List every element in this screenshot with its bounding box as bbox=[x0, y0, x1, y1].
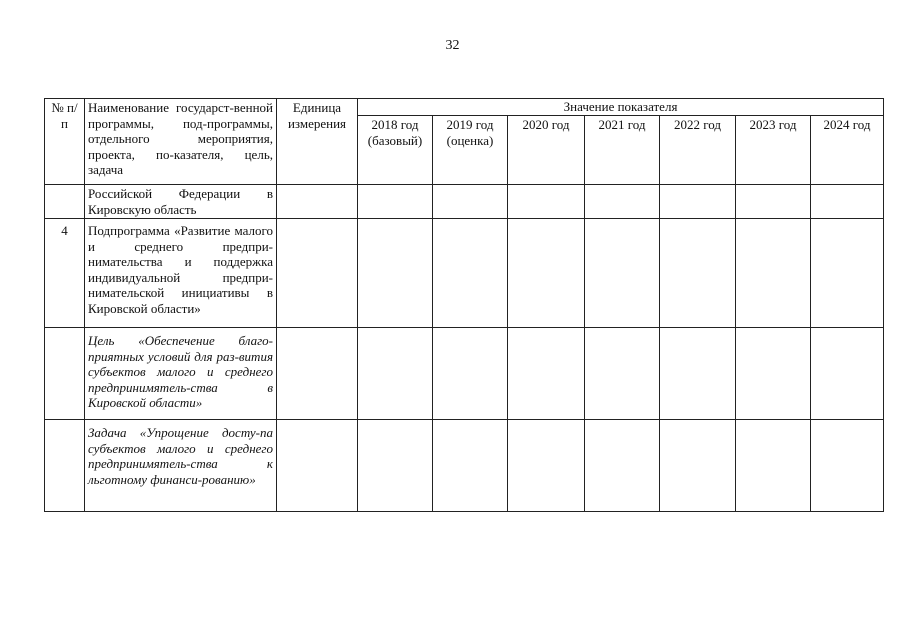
row-value bbox=[508, 185, 585, 219]
row-value bbox=[660, 185, 736, 219]
row-value bbox=[811, 328, 884, 420]
header-year-2022: 2022 год bbox=[660, 116, 736, 185]
header-unit: Единица измерения bbox=[277, 99, 358, 185]
row-name: Цель «Обеспечение благо-приятных условий для раз-вития субъектов малого и среднего предпринимятель-ства в Кировской области» bbox=[85, 328, 277, 420]
row-value bbox=[508, 328, 585, 420]
row-unit bbox=[277, 185, 358, 219]
row-value bbox=[508, 420, 585, 512]
header-year-2024: 2024 год bbox=[811, 116, 884, 185]
row-value bbox=[358, 420, 433, 512]
row-value bbox=[433, 328, 508, 420]
table-row bbox=[45, 219, 884, 328]
row-value bbox=[660, 328, 736, 420]
row-unit bbox=[277, 328, 358, 420]
row-value bbox=[358, 219, 433, 328]
row-value bbox=[585, 420, 660, 512]
row-value bbox=[585, 219, 660, 328]
header-year-2018: 2018 год (базовый) bbox=[358, 116, 433, 185]
row-value bbox=[736, 420, 811, 512]
row-name: Российской Федерации в Кировскую область bbox=[85, 185, 277, 219]
row-name: Подпрограмма «Развитие малого и среднего предпри-нимательства и поддержка индивидуальной предпри-нимательской инициативы в Кировской области» bbox=[85, 219, 277, 328]
row-value bbox=[736, 328, 811, 420]
row-value bbox=[433, 185, 508, 219]
row-num: 4 bbox=[45, 219, 85, 328]
row-value bbox=[508, 219, 585, 328]
row-value bbox=[358, 328, 433, 420]
row-value bbox=[736, 219, 811, 328]
row-num bbox=[45, 420, 85, 512]
header-year-2020: 2020 год bbox=[508, 116, 585, 185]
row-num bbox=[45, 328, 85, 420]
header-year-2023: 2023 год bbox=[736, 116, 811, 185]
row-value bbox=[358, 185, 433, 219]
row-num bbox=[45, 185, 85, 219]
row-value bbox=[433, 420, 508, 512]
table-row bbox=[45, 420, 884, 512]
row-value bbox=[736, 185, 811, 219]
header-year-2021: 2021 год bbox=[585, 116, 660, 185]
row-unit bbox=[277, 219, 358, 328]
row-value bbox=[585, 328, 660, 420]
row-value bbox=[585, 185, 660, 219]
row-name: Задача «Упрощение досту-па субъектов малого и среднего предпринимятель-ства к льготному финанси-рованию» bbox=[85, 420, 277, 512]
header-year-2019: 2019 год (оценка) bbox=[433, 116, 508, 185]
table-row bbox=[45, 185, 884, 219]
row-value bbox=[811, 420, 884, 512]
row-unit bbox=[277, 420, 358, 512]
header-num: № п/п bbox=[45, 99, 85, 185]
row-value bbox=[811, 185, 884, 219]
row-value bbox=[660, 420, 736, 512]
indicator-table bbox=[44, 98, 884, 512]
table-row bbox=[45, 328, 884, 420]
header-values-group: Значение показателя bbox=[358, 99, 884, 116]
page-number: 32 bbox=[445, 38, 460, 53]
row-value bbox=[811, 219, 884, 328]
header-name: Наименование государст-венной программы, под-программы, отдельного мероприятия, проекта, по-казателя, цель, задача bbox=[85, 99, 277, 185]
row-value bbox=[433, 219, 508, 328]
row-value bbox=[660, 219, 736, 328]
